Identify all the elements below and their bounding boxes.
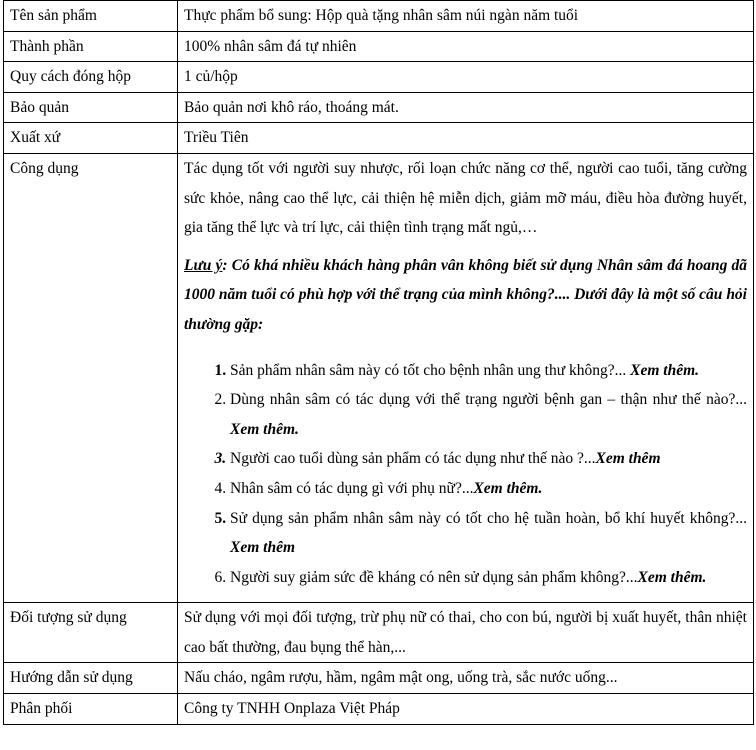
uses-note — [184, 251, 747, 340]
see-more-link[interactable]: Xem thêm — [230, 539, 296, 557]
value-packaging: 1 củ/hộp — [178, 62, 754, 93]
faq-question: Nhân sâm có tác dụng gì với phụ nữ?... — [230, 479, 474, 497]
row-distributor — [4, 694, 754, 725]
value-ingredients: 100% nhân sâm đá tự nhiên — [178, 31, 754, 62]
label-packaging: Quy cách đóng hộp — [4, 62, 178, 93]
label-target: Đối tượng sử dụng — [4, 603, 178, 663]
faq-item — [230, 504, 747, 563]
faq-item — [230, 356, 747, 386]
uses-text: Tác dụng tốt với người suy nhược, rối loạn chức năng cơ thể, người cao tuổi, tăng cường sức khỏe, nâng cao thể lực, cải thiện hệ miễn dịch, giảm mỡ máu, điều hòa đường huyết, gia tăng thể lực và trí lực, cải thiện tình trạng mất ngủ,… — [184, 159, 747, 237]
see-more-link[interactable]: Xem thêm. — [637, 568, 707, 586]
row-target — [4, 603, 754, 663]
row-packaging — [4, 62, 754, 93]
product-spec-table — [3, 0, 754, 725]
faq-question: Người suy giảm sức đề kháng có nên sử dụng sản phẩm không?... — [230, 568, 638, 586]
label-origin: Xuất xứ — [4, 123, 178, 154]
value-uses — [178, 153, 754, 602]
row-origin — [4, 123, 754, 154]
faq-item — [230, 474, 747, 504]
faq-question: Người cao tuổi dùng sản phẩm có tác dụng như thế nào ?... — [230, 450, 596, 468]
value-distributor: Công ty TNHH Onplaza Việt Pháp — [178, 694, 754, 725]
value-origin: Triều Tiên — [178, 123, 754, 154]
see-more-link[interactable]: Xem thêm. — [230, 420, 299, 438]
faq-question: Sản phẩm nhân sâm này có tốt cho bệnh nhân ung thư không?... — [230, 361, 631, 379]
see-more-link[interactable]: Xem thêm — [595, 450, 661, 468]
faq-item — [230, 444, 747, 474]
faq-item — [230, 385, 747, 444]
value-storage: Bảo quản nơi khô ráo, thoáng mát. — [178, 92, 754, 123]
label-ingredients: Thành phần — [4, 31, 178, 62]
faq-question: Dùng nhân sâm có tác dụng với thể trạng người bệnh gan – thận như thế nào?... — [230, 391, 747, 409]
value-product-name: Thực phẩm bổ sung: Hộp quà tặng nhân sâm núi ngàn năm tuổi — [178, 1, 754, 32]
label-storage: Bảo quản — [4, 92, 178, 123]
label-product-name: Tên sản phẩm — [4, 1, 178, 32]
faq-item — [230, 563, 747, 593]
see-more-link[interactable]: Xem thêm. — [630, 361, 700, 379]
row-storage — [4, 92, 754, 123]
row-product-name — [4, 1, 754, 32]
row-ingredients — [4, 31, 754, 62]
faq-list — [184, 356, 747, 593]
faq-question: Sử dụng sản phẩm nhân sâm này có tốt cho hệ tuần hoàn, bổ khí huyết không?... — [230, 509, 747, 527]
label-usage: Hướng dẫn sử dụng — [4, 663, 178, 694]
value-target: Sử dụng với mọi đối tượng, trừ phụ nữ có thai, cho con bú, người bị xuất huyết, thân nhiệt cao bất thường, đau bụng thể hàn,... — [178, 603, 754, 663]
label-distributor: Phân phối — [4, 694, 178, 725]
note-prefix: Lưu ý — [184, 256, 223, 274]
row-usage — [4, 663, 754, 694]
row-uses — [4, 153, 754, 602]
note-text: : Có khá nhiều khách hàng phân vân không biết sử dụng Nhân sâm đá hoang dã 1000 năm tuổi có phù hợp với thể trạng của mình không?.... Dưới đây là một số câu hỏi thường gặp: — [184, 256, 747, 333]
see-more-link[interactable]: Xem thêm. — [473, 479, 543, 497]
value-usage: Nấu cháo, ngâm rượu, hầm, ngâm mật ong, uống trà, sắc nước uống... — [178, 663, 754, 694]
label-uses: Công dụng — [4, 153, 178, 602]
